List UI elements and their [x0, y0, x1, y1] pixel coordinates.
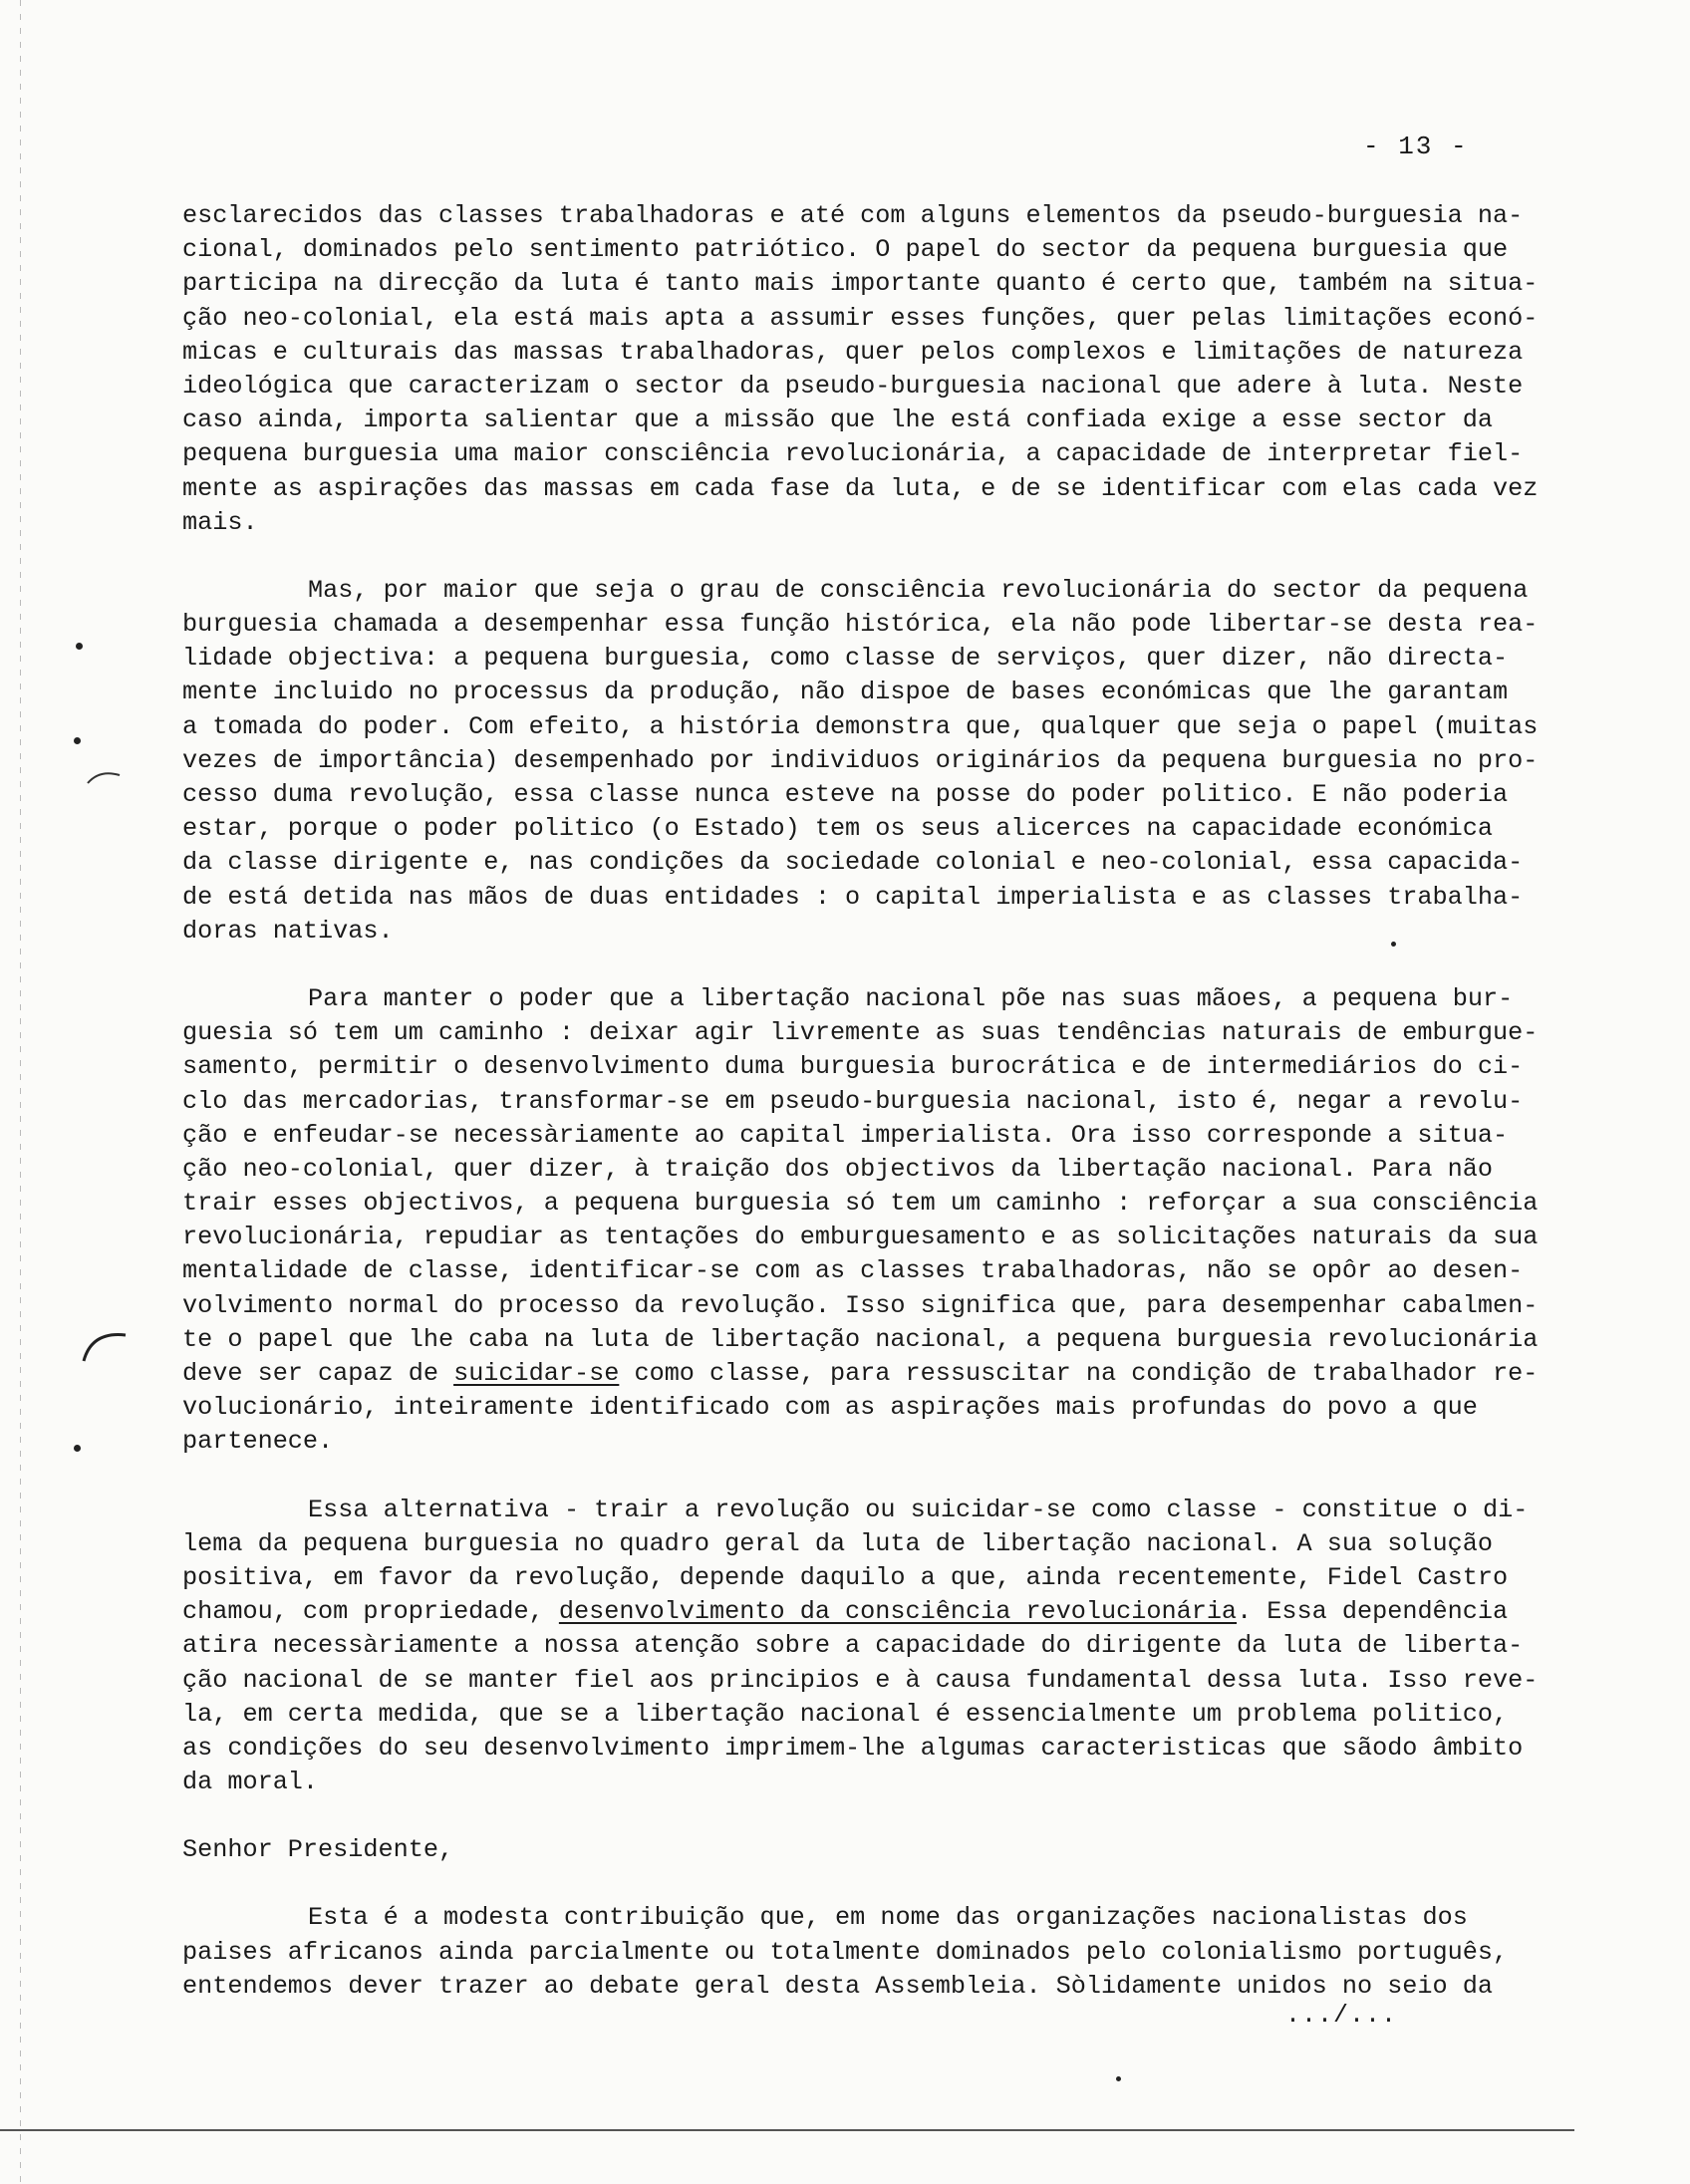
text-line: volvimento normal do processo da revolução. Isso significa que, para desempenhar cabalmen- [182, 1290, 1539, 1320]
text-line: trair esses objectivos, a pequena burguesia só tem um caminho : reforçar a sua consciência [182, 1189, 1539, 1219]
text-line: micas e culturais das massas trabalhadoras, quer pelos complexos e limitações de natureza [182, 337, 1524, 367]
text-line: da classe dirigente e, nas condições da sociedade colonial e neo-colonial, essa capacida- [182, 848, 1524, 878]
text-line: burguesia chamada a desempenhar essa função histórica, ela não pode libertar-se desta rea- [182, 610, 1539, 640]
text-line: cional, dominados pelo sentimento patriótico. O papel do sector da pequena burguesia que [182, 235, 1509, 265]
speck [1391, 942, 1396, 947]
text-line: da moral. [182, 1768, 319, 1797]
text-line: entendemos dever trazer ao debate geral desta Assembleia. Sòlidamente unidos no seio da [182, 1971, 1494, 2001]
scan-edge [20, 0, 21, 2184]
text-line: ideológica que caracterizam o sector da pseudo-burguesia nacional que adere à luta. Neste [182, 371, 1524, 401]
text-line: Esta é a modesta contribuição que, em nome das organizações nacionalistas dos [308, 1903, 1468, 1933]
text-line: as condições do seu desenvolvimento imprimem-lhe algumas caracteristicas que sãodo âmbito [182, 1733, 1524, 1763]
text-line: positiva, em favor da revolução, depende daquilo a que, ainda recentemente, Fidel Castro [182, 1562, 1509, 1592]
margin-arc-mark [80, 1325, 130, 1365]
text-line: pequena burguesia uma maior consciência revolucionária, a capacidade de interpretar fiel- [182, 439, 1524, 469]
text-line: ção nacional de se manter fiel aos principios e à causa fundamental dessa luta. Isso reve- [182, 1665, 1539, 1695]
text-line: lidade objectiva: a pequena burguesia, como classe de serviços, quer dizer, não directa- [182, 644, 1509, 674]
continuation-mark: .../... [1285, 2001, 1398, 2030]
text-line: ção neo-colonial, quer dizer, à traição dos objectivos da libertação nacional. Para não [182, 1154, 1494, 1184]
text-line: estar, porque o poder politico (o Estado) tem os seus alicerces na capacidade económica [182, 814, 1494, 844]
text-line: Essa alternativa - trair a revolução ou suicidar-se como classe - constitue o di- [308, 1495, 1529, 1524]
margin-arc-mark [86, 767, 122, 785]
speck [1116, 2076, 1121, 2081]
document-body [182, 199, 1597, 2004]
text-line: caso ainda, importa salientar que a missão que lhe está confiada exige a esse sector da [182, 406, 1494, 435]
text-line: vezes de importância) desempenhado por individuos originários da pequena burguesia no pro- [182, 745, 1539, 775]
text-line: de está detida nas mãos de duas entidades : o capital imperialista e as classes trabalha- [182, 882, 1524, 912]
text-line: mais. [182, 507, 258, 537]
margin-dot [74, 737, 81, 744]
page-number: - 13 - [1363, 132, 1469, 161]
bottom-rule [0, 2129, 1574, 2131]
text-line: mente incluido no processus da produção, não dispoe de bases económicas que lhe garantam [182, 678, 1509, 707]
salutation-text: Senhor Presidente, [182, 1835, 454, 1865]
text-line: lema da pequena burguesia no quadro geral da luta de libertação nacional. A sua solução [182, 1528, 1494, 1558]
text-line: a tomada do poder. Com efeito, a história demonstra que, qualquer que seja o papel (muitas [182, 711, 1539, 741]
text-line: clo das mercadorias, transformar-se em pseudo-burguesia nacional, isto é, negar a revolu- [182, 1086, 1524, 1116]
text-line: guesia só tem um caminho : deixar agir livremente as suas tendências naturais de emburgue- [182, 1018, 1539, 1048]
salutation [182, 1833, 1597, 1867]
text-line: esclarecidos das classes trabalhadoras e até com alguns elementos da pseudo-burguesia na- [182, 201, 1524, 230]
paragraph-1 [182, 199, 1597, 540]
text-line: revolucionária, repudiar as tentações do emburguesamento e as solicitações naturais da sua [182, 1223, 1539, 1252]
margin-dot [74, 1445, 81, 1452]
text-line: ção neo-colonial, ela está mais apta a assumir esses funções, quer pelas limitações econó- [182, 303, 1539, 333]
text-line: Para manter o poder que a libertação nacional põe nas suas mãoes, a pequena bur- [308, 983, 1514, 1013]
text-line: cesso duma revolução, essa classe nunca esteve na posse do poder politico. E não poderia [182, 780, 1509, 809]
paragraph-4 [182, 1494, 1597, 1800]
text-line: te o papel que lhe caba na luta de libertação nacional, a pequena burguesia revolucionária [182, 1324, 1539, 1354]
text-line: doras nativas. [182, 916, 394, 946]
text-line: mente as aspirações das massas em cada fase da luta, e de se identificar com elas cada vez [182, 473, 1539, 503]
text-line-with-underline: chamou, com propriedade, desenvolvimento da consciência revolucionária. Essa dependência [182, 1597, 1509, 1627]
text-line: atira necessàriamente a nossa atenção sobre a capacidade do dirigente da luta de liberta- [182, 1631, 1524, 1661]
text-line: mentalidade de classe, identificar-se com as classes trabalhadoras, não se opôr ao desen- [182, 1256, 1524, 1286]
text-line: Mas, por maior que seja o grau de consciência revolucionária do sector da pequena [308, 575, 1529, 605]
paragraph-3 [182, 982, 1597, 1460]
paragraph-2 [182, 574, 1597, 949]
text-line: volucionário, inteiramente identificado com as aspirações mais profundas do povo a que [182, 1393, 1478, 1423]
text-line: partenece. [182, 1427, 334, 1457]
underlined-phrase: suicidar-se [453, 1359, 620, 1388]
margin-dot [76, 643, 83, 650]
underlined-phrase: desenvolvimento da consciência revolucionária [558, 1597, 1238, 1627]
text-line: participa na direcção da luta é tanto mais importante quanto é certo que, também na situa- [182, 269, 1539, 299]
closing-paragraph [182, 1901, 1597, 2004]
text-line: ção e enfeudar-se necessàriamente ao capital imperialista. Ora isso corresponde a situa- [182, 1120, 1509, 1150]
text-line-with-underline: deve ser capaz de suicidar-se como classe, para ressuscitar na condição de trabalhador re- [182, 1359, 1539, 1388]
text-line: la, em certa medida, que se a libertação nacional é essencialmente um problema politico, [182, 1699, 1509, 1729]
text-line: samento, permitir o desenvolvimento duma burguesia burocrática e de intermediários do ci- [182, 1052, 1524, 1082]
text-line: paises africanos ainda parcialmente ou totalmente dominados pelo colonialismo português, [182, 1937, 1509, 1967]
